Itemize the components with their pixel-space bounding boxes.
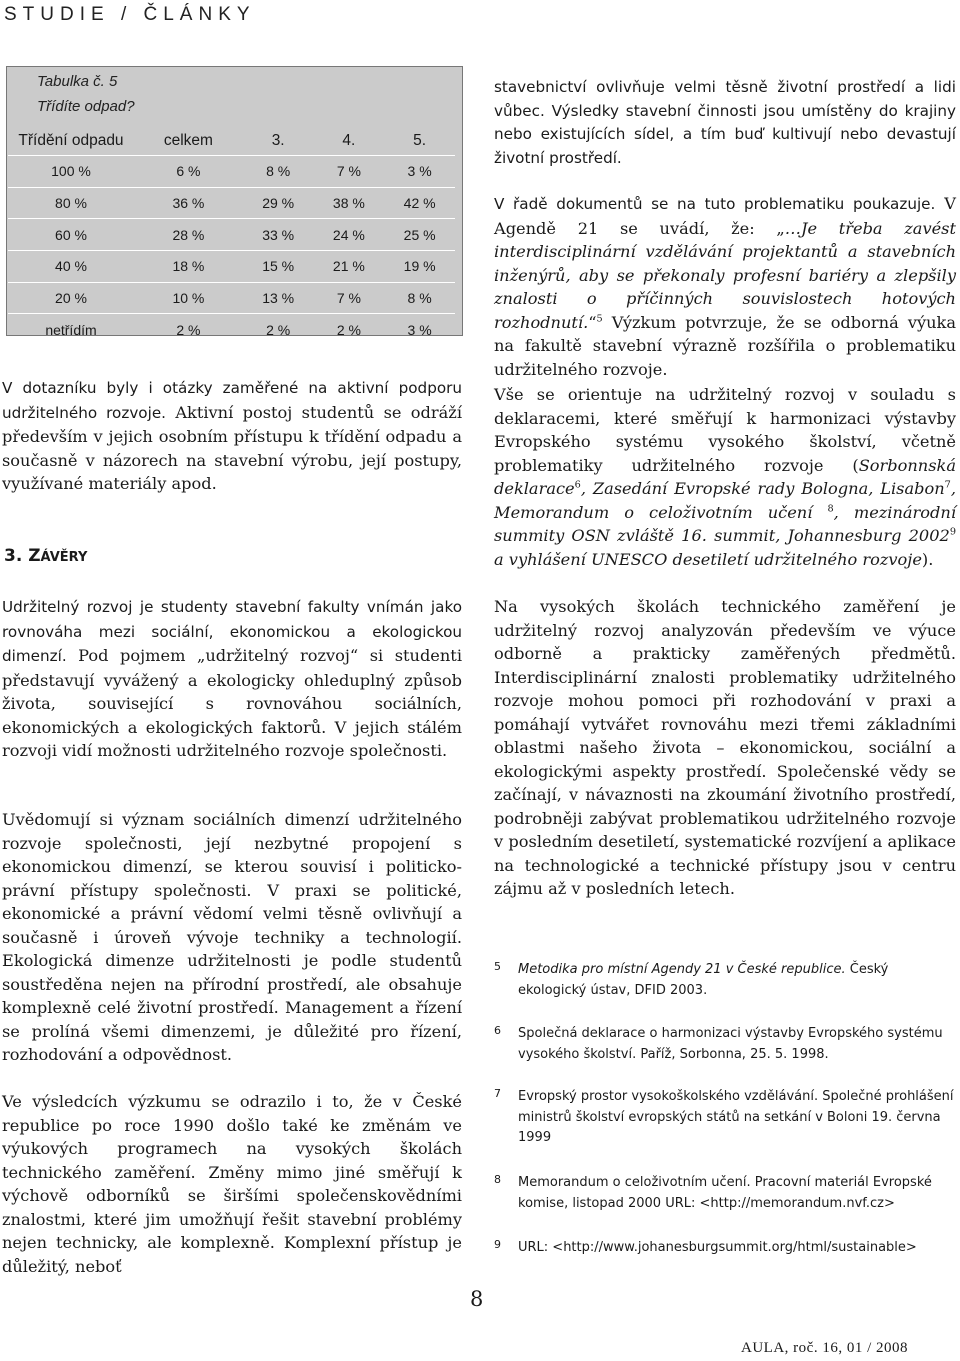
table-row [8, 156, 455, 188]
italic-text: Metodika pro místní Agendy 21 v České republice. [518, 962, 846, 977]
page-number: 8 [470, 1287, 484, 1311]
footnote [494, 1024, 956, 1065]
table-header-row [8, 127, 455, 156]
italic-text: Sorbonnská deklarace [494, 455, 956, 498]
table-cell: 40 % [8, 251, 134, 283]
table-cell: 100 % [8, 156, 134, 188]
footnote [494, 960, 956, 1001]
table-cell: 2 % [314, 314, 385, 345]
table-cell: 28 % [134, 219, 243, 251]
table-row [8, 187, 455, 219]
paragraph [494, 383, 956, 571]
footnote [494, 1173, 956, 1214]
table-cell: 13 % [243, 282, 314, 314]
footnote-text: Memorandum o celoživotním učení. Pracovní materiál Evropské komise, listopad 2000 URL: <http://memorandum.nvf.cz> [518, 1175, 932, 1211]
footnote-ref: 7 [944, 479, 951, 491]
table-cell: 2 % [243, 314, 314, 345]
paragraph [494, 192, 956, 381]
table-cell: 7 % [314, 156, 385, 188]
column-header: Třídění odpadu [18, 132, 124, 149]
section-heading [4, 546, 87, 566]
footnote-number: 5 [494, 960, 501, 973]
waste-sorting-table [8, 127, 455, 345]
text-span: Aktivní postoj studentů se odráží především v jejich osobním přístupu k třídění odpadu a současně v názorech na stavební výrobu, její postupy, využívané materiály apod. [2, 402, 463, 493]
text-span: V dotazníku byly i otázky zaměřené na aktivní podporu udržitelného rozvoje. [2, 379, 462, 422]
table-row [8, 314, 455, 345]
table-cell: 8 % [243, 156, 314, 188]
table-cell: 38 % [314, 187, 385, 219]
table-row [8, 219, 455, 251]
section-header: STUDIE / ČLÁNKY [4, 4, 256, 25]
footnote-ref: 8 [827, 503, 834, 515]
text-span: Výzkum potvrzuje, že se odborná výuka na fakultě stavební výrazně rozšířila o problematiku udržitelného rozvoje. [494, 312, 956, 379]
footnote-number: 8 [494, 1173, 501, 1186]
text-span: Udržitelný rozvoj je studenty stavební fakulty vnímán jako rovnováha mezi sociální, ekonomickou a ekologickou dimenzí. [2, 598, 462, 665]
table-cell: 80 % [8, 187, 134, 219]
footnote-ref: 6 [574, 479, 581, 491]
table-cell: 29 % [243, 187, 314, 219]
quote-text: …Je třeba zavést interdisciplinární vzdělávání projektantů a stavebních inženýrů, aby se překonaly profesní bariéry a zlepšily znalosti o příčinných souvislostech hotových rozhodnutí. [494, 218, 956, 332]
footnote-number: 6 [494, 1024, 501, 1037]
text-span: “ [588, 312, 597, 332]
footnote-text: URL: <http://www.johanesburgsummit.org/html/sustainable> [518, 1240, 917, 1255]
table-cell: 2 % [134, 314, 243, 345]
table-cell: 7 % [314, 282, 385, 314]
table-row [8, 251, 455, 283]
table-cell: 20 % [8, 282, 134, 314]
column-header: 5. [413, 132, 427, 149]
text-span: V Agendě 21 se uvádí, že: „ [494, 194, 956, 238]
footnote-text: Evropský prostor vysokoškolského vzdělávání. Společné prohlášení ministrů školství evropských států na setkání v Boloni 19. června 1999 [518, 1089, 954, 1145]
table-cell: 36 % [134, 187, 243, 219]
table-cell: 8 % [384, 282, 455, 314]
heading-rest: ÁVĚRY [40, 550, 88, 565]
heading-initial: Z [28, 546, 41, 566]
footnote-text: Společná deklarace o harmonizaci výstavby Evropského systému vysokého školství. Paříž, Sorbonna, 25. 5. 1998. [518, 1026, 943, 1062]
table-cell: 24 % [314, 219, 385, 251]
column-header: celkem [163, 132, 213, 149]
paragraph [2, 595, 462, 763]
paragraph: stavebnictví ovlivňuje velmi těsně životní prostředí a lidi vůbec. Výsledky stavební činnosti jsou umístěny do krajiny nebo existujících sídel, a tím buď kultivují nebo devastují životní prostředí. [494, 78, 956, 167]
table-cell: 3 % [384, 156, 455, 188]
paragraph: Uvědomují si význam sociálních dimenzí udržitelného rozvoje společnosti, její nezbytné propojení s ekonomickou dimenzí, se kterou souvisí i politicko-právní přístupy společnosti. V praxi se politické, ekonomické a právní vědomí velmi těsně ovlivňují a současně i úroveň vývoje techniky a technologií. Ekologická dimenze udržitelnosti je podle studentů soustředěna nejen na přírodní prostředí, ale obsahuje komplexně celé životní prostředí. Management a řízení se prolíná všemi dimenzemi, je důležité pro řízení, rozhodování a odpovědnost. [2, 810, 462, 1064]
italic-text: , mezinárodní summity OSN zvláště 16. summit, Johannesburg 2002 [494, 502, 956, 545]
table-cell: 15 % [243, 251, 314, 283]
table-cell: 60 % [8, 219, 134, 251]
table-row [8, 282, 455, 314]
text-span: Vše se orientuje na udržitelný rozvoj v souladu s deklaracemi, které směřují k harmonizaci výstavby Evropského systému vysokého školství, včetně problematiky udržitelného rozvoje ( [494, 385, 956, 475]
paragraph: Na vysokých školách technického zaměření je udržitelný rozvoj analyzován především ve výuce odborně a prakticky zaměřených předmětů. Interdisciplinární znalosti problematiky udržitelného rozvoje mohou pomoci při rozhodování v praxi a pomáhají vytvářet rovnováhu mezi třemi základními oblastmi našeho života – ekonomickou, sociální a ekologickými aspekty prostředí. Společenské vědy se začínají, v návaznosti na zkoumání životního prostředí, podrobněji zabývat problematikou udržitelného rozvoje v posledním desetiletí, systematické rozvíjení a aplikace na technologické a technické přístupy jsou v centru zájmu až v posledních letech. [494, 597, 956, 898]
italic-text: , Zasedání Evropské rady Bologna, Lisabon [580, 479, 945, 498]
footnote-ref: 5 [596, 313, 603, 325]
table-caption-question: Třídíte odpad? [37, 98, 135, 115]
italic-text: a vyhlášení UNESCO desetiletí udržitelného rozvoje [494, 549, 922, 569]
text-span: ). [921, 549, 934, 569]
table-cell: 33 % [243, 219, 314, 251]
table-cell: 18 % [134, 251, 243, 283]
footnote [494, 1238, 956, 1259]
footnote [494, 1087, 956, 1149]
paragraph: Ve výsledcích výzkumu se odrazilo i to, že v České republice po roce 1990 došlo také ke změnám ve výukových programech na vysokých školách technického zaměření. Změny mimo jiné směřují k výchově odborníků se širšími společenskovědními znalostmi, které jim umožňují řešit stavební problémy nejen technicky, ale komplexně. Komplexní přístup je důležitý, neboť [2, 1092, 462, 1276]
text-span: Český ekologický ústav, DFID 2003. [518, 962, 889, 998]
table-cell: netřídím [8, 314, 134, 345]
table-cell: 6 % [134, 156, 243, 188]
table-cell: 19 % [384, 251, 455, 283]
table-cell: 10 % [134, 282, 243, 314]
column-header: 4. [342, 132, 356, 149]
text-span: V řadě dokumentů se na tuto problematiku poukazuje. [494, 195, 936, 213]
table-cell: 21 % [314, 251, 385, 283]
table-cell: 42 % [384, 187, 455, 219]
heading-number: 3. [4, 546, 29, 566]
table-cell: 3 % [384, 314, 455, 345]
footnote-text [518, 960, 956, 1001]
column-header: 3. [271, 132, 285, 149]
italic-text: , Memorandum o celoživotním učení [494, 479, 956, 522]
table-cell: 25 % [384, 219, 455, 251]
text-span: Pod pojmem „udržitelný rozvoj“ si studenti představují vyvážený a ekologicky ohleduplný způsob života, související s rovnováhou sociálních, ekonomických a ekologických faktorů. V jejich stálém rozvoji vidí možnosti udržitelného rozvoje společnosti. [2, 646, 462, 760]
footnote-ref: 9 [949, 526, 956, 538]
footnote-number: 7 [494, 1087, 501, 1100]
table-caption-number: Tabulka č. 5 [37, 73, 118, 90]
footnote-number: 9 [494, 1238, 501, 1251]
journal-footer: AULA, roč. 16, 01 / 2008 [741, 1340, 908, 1356]
paragraph [2, 376, 462, 496]
